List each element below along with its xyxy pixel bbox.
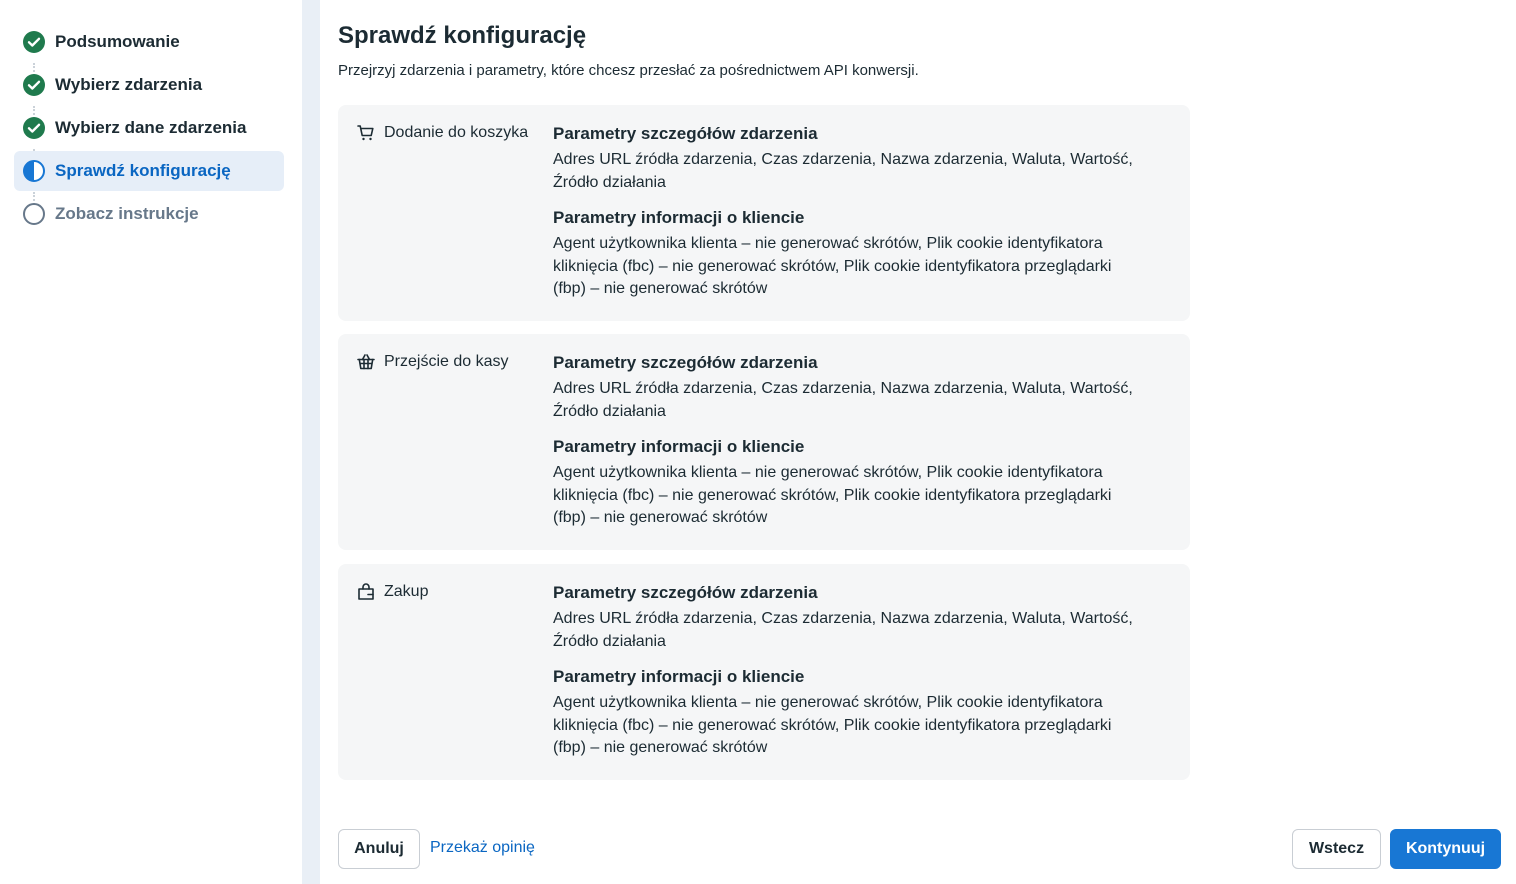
event-params-heading: Parametry szczegółów zdarzenia	[553, 583, 818, 602]
event-params-heading: Parametry szczegółów zdarzenia	[553, 124, 818, 143]
step-choose-event-data[interactable]	[14, 108, 284, 148]
event-params-value: Adres URL źródła zdarzenia, Czas zdarzenia, Nazwa zdarzenia, Waluta, Wartość, Źródło działania	[553, 151, 1133, 191]
step-review-setup[interactable]	[14, 151, 284, 191]
empty-circle-icon	[22, 202, 46, 226]
step-summary[interactable]	[14, 22, 284, 62]
event-params-value: Adres URL źródła zdarzenia, Czas zdarzenia, Nazwa zdarzenia, Waluta, Wartość, Źródło działania	[553, 610, 1133, 650]
event-params	[553, 582, 1143, 760]
footer-bar	[338, 829, 1501, 871]
event-params	[553, 123, 1143, 301]
step-label: Wybierz zdarzenia	[55, 75, 203, 94]
customer-params-heading: Parametry informacji o kliencie	[553, 437, 805, 456]
cancel-button[interactable]: Anuluj	[338, 829, 420, 869]
event-params	[553, 352, 1143, 530]
event-name: Dodanie do koszyka	[384, 124, 529, 141]
steps-sidebar	[0, 0, 302, 884]
customer-params-value: Agent użytkownika klienta – nie generować skrótów, Plik cookie identyfikatora kliknięcia (fbc) – nie generować skrótów, Plik cookie identyfikatora przeglądarki (fbp) – nie generować skrótów	[553, 235, 1112, 297]
page-subtitle: Przejrzyj zdarzenia i parametry, które chcesz przesłać za pośrednictwem API konwersji.	[338, 62, 919, 79]
shopping-bag-icon	[356, 582, 376, 602]
customer-params-value: Agent użytkownika klienta – nie generować skrótów, Plik cookie identyfikatora kliknięcia (fbc) – nie generować skrótów, Plik cookie identyfikatora przeglądarki (fbp) – nie generować skrótów	[553, 464, 1112, 526]
event-card-add-to-cart	[338, 105, 1190, 321]
event-params-heading: Parametry szczegółów zdarzenia	[553, 353, 818, 372]
page-title: Sprawdź konfigurację	[338, 22, 587, 49]
step-see-instructions[interactable]	[14, 194, 284, 234]
event-card-initiate-checkout	[338, 334, 1190, 550]
event-name: Zakup	[384, 583, 429, 600]
step-label: Sprawdź konfigurację	[55, 161, 231, 180]
check-circle-icon	[22, 30, 46, 54]
basket-icon	[356, 352, 376, 372]
event-card-purchase	[338, 564, 1190, 780]
cart-icon	[356, 123, 376, 143]
back-button[interactable]: Wstecz	[1292, 829, 1381, 869]
step-label: Wybierz dane zdarzenia	[55, 118, 247, 137]
event-name: Przejście do kasy	[384, 353, 509, 370]
step-label: Podsumowanie	[55, 32, 180, 51]
customer-params-heading: Parametry informacji o kliencie	[553, 208, 805, 227]
feedback-link[interactable]: Przekaż opinię	[430, 839, 535, 856]
main-content	[338, 0, 1498, 884]
half-circle-icon	[22, 159, 46, 183]
step-list	[14, 22, 284, 237]
check-circle-icon	[22, 73, 46, 97]
event-params-value: Adres URL źródła zdarzenia, Czas zdarzenia, Nazwa zdarzenia, Waluta, Wartość, Źródło działania	[553, 380, 1133, 420]
customer-params-value: Agent użytkownika klienta – nie generować skrótów, Plik cookie identyfikatora kliknięcia (fbc) – nie generować skrótów, Plik cookie identyfikatora przeglądarki (fbp) – nie generować skrótów	[553, 694, 1112, 756]
sidebar-divider	[302, 0, 320, 884]
step-label: Zobacz instrukcje	[55, 204, 199, 223]
check-circle-icon	[22, 116, 46, 140]
step-choose-events[interactable]	[14, 65, 284, 105]
customer-params-heading: Parametry informacji o kliencie	[553, 667, 805, 686]
continue-button[interactable]: Kontynuuj	[1390, 829, 1501, 869]
